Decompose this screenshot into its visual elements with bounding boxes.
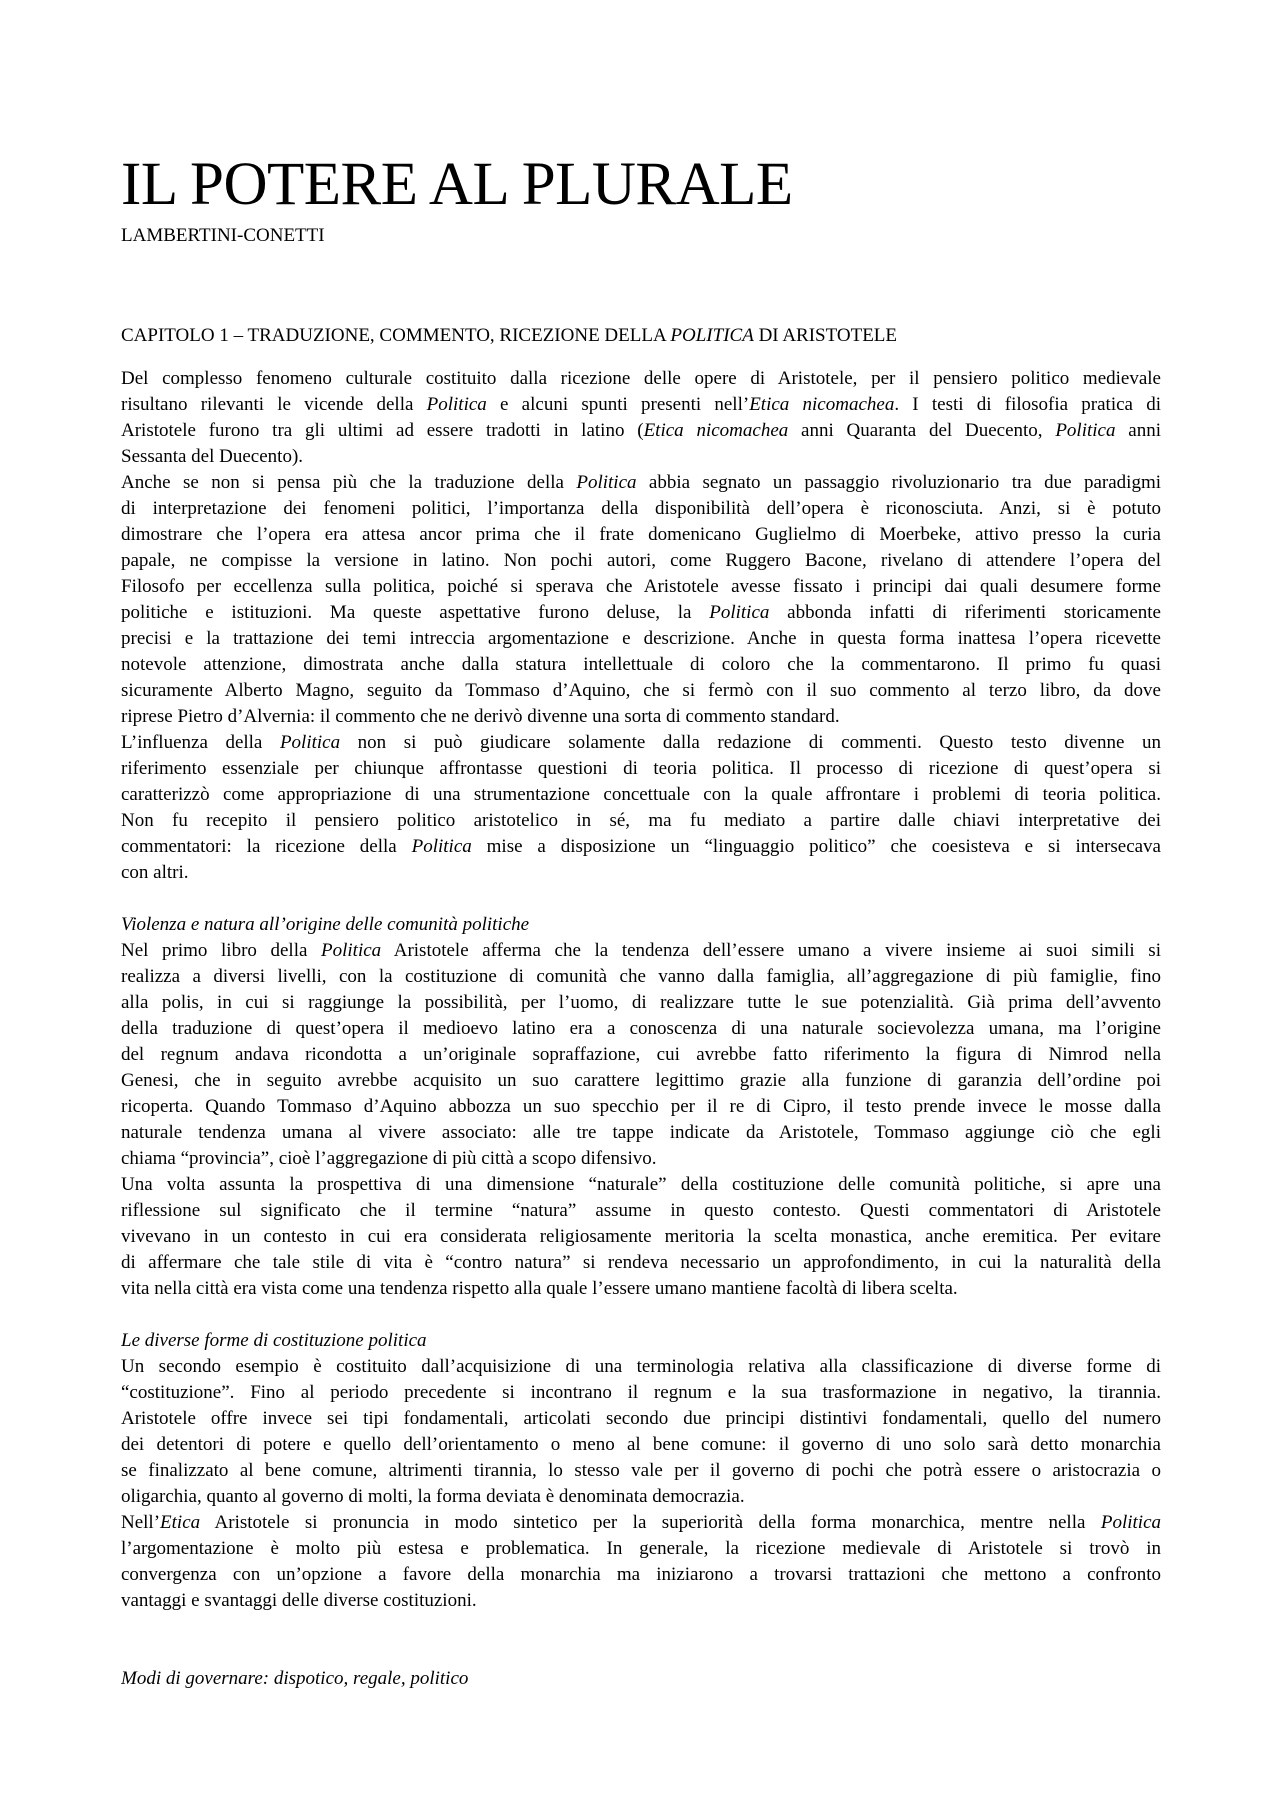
text-line — [121, 600, 1161, 626]
text-run: Anche se non si pensa più che la traduzione della — [121, 472, 577, 493]
text-line: Del complesso fenomeno culturale costituito dalla ricezione delle opere di Aristotele, per il pensiero politico medievale — [121, 368, 1161, 389]
text-line: Aristotele offre invece sei tipi fondamentali, articolati secondo due principi distintivi fondamentali, quello del numero — [121, 1408, 1161, 1429]
text-line: riferimento essenziale per chiunque affrontasse questioni di teoria politica. Il processo di ricezione di quest’opera si — [121, 758, 1161, 779]
text-line: naturale tendenza umana al vivere associato: alle tre tappe indicate da Aristotele, Tommaso aggiunge ciò che egli — [121, 1122, 1161, 1143]
section-heading — [121, 912, 1161, 938]
text-run: e alcuni spunti presenti nell’ — [486, 394, 750, 415]
text-line: precisi e la trattazione dei temi intreccia argomentazione e descrizione. Anche in questa forma inattesa l’opera ricevette — [121, 628, 1161, 649]
text-run: anni Quaranta del Duecento, — [788, 420, 1056, 441]
text-run-italic: Politica — [279, 732, 341, 753]
text-line: se finalizzato al bene comune, altrimenti tirannia, lo stesso vale per il governo di pochi che potrà essere o aristocrazia o — [121, 1460, 1161, 1481]
paragraph-spacer — [121, 1614, 1161, 1666]
text-run-italic: Politica — [411, 836, 472, 857]
text-run: commentatori: la ricezione della — [121, 836, 412, 857]
paragraph-spacer — [121, 886, 1161, 912]
text-line: “costituzione”. Fino al periodo precedente si incontrano il regnum e la sua trasformazione in negativo, la tirannia. — [121, 1382, 1161, 1403]
section-heading — [121, 1328, 1161, 1354]
text-run: politiche e istituzioni. Ma queste aspettative furono deluse, la — [121, 602, 710, 623]
text-line: con altri. — [121, 862, 189, 883]
text-run: risultano rilevanti le vicende della — [121, 394, 427, 415]
text-line: vantaggi e svantaggi delle diverse costituzioni. — [121, 1590, 477, 1611]
text-line: Genesi, che in seguito avrebbe acquisito un suo carattere legittimo grazie alla funzione di garanzia dell’ordine poi — [121, 1070, 1161, 1091]
text-run: abbia segnato un passaggio rivoluzionario tra due paradigmi — [636, 472, 1161, 493]
text-run-italic: Etica nicomachea — [643, 420, 789, 441]
section-heading-text: Modi di governare: dispotico, regale, politico — [121, 1668, 469, 1689]
text-line: riflessione sul significato che il termine “natura” assume in questo contesto. Questi commentatori di Aristotele — [121, 1200, 1161, 1221]
text-line: oligarchia, quanto al governo di molti, la forma deviata è denominata democrazia. — [121, 1486, 745, 1507]
document-page — [121, 150, 1161, 1692]
text-line — [121, 470, 1161, 496]
paragraph — [121, 470, 1161, 730]
section-heading-text: Violenza e natura all’origine delle comunità politiche — [121, 914, 530, 935]
text-line: della traduzione di quest’opera il medioevo latino era a conoscenza di una naturale socievolezza umana, ma l’origine — [121, 1018, 1161, 1039]
paragraph-spacer — [121, 1302, 1161, 1328]
text-line — [121, 1510, 1161, 1536]
text-line: di interpretazione dei fenomeni politici, l’importanza della disponibilità dell’opera è riconosciuta. Anzi, si è potuto — [121, 498, 1161, 519]
text-line: Una volta assunta la prospettiva di una dimensione “naturale” della costituzione delle comunità politiche, si apre una — [121, 1174, 1161, 1195]
text-line: sicuramente Alberto Magno, seguito da Tommaso d’Aquino, che si fermò con il suo commento al terzo libro, da dove — [121, 680, 1161, 701]
text-line: caratterizzò come appropriazione di una strumentazione concettuale con la quale affrontare i problemi di teoria politica. — [121, 784, 1161, 805]
text-line — [121, 418, 1161, 444]
paragraph — [121, 1510, 1161, 1614]
paragraph — [121, 730, 1161, 886]
text-run: mise a disposizione un “linguaggio politico” che coesisteva e si intersecava — [471, 836, 1161, 857]
text-run-italic: Politica — [426, 394, 487, 415]
text-run: Nel primo libro della — [121, 940, 322, 961]
text-line: alla polis, in cui si raggiunge la possibilità, per l’uomo, di realizzare tutte le sue potenzialità. Già prima dell’avvento — [121, 992, 1161, 1013]
text-line: dei detentori di potere e quello dell’orientamento o meno al bene comune: il governo di uno solo sarà detto monarchia — [121, 1434, 1161, 1455]
chapter-heading-emphasis: POLITICA — [670, 325, 754, 346]
text-run-italic: Politica — [1100, 1512, 1161, 1533]
text-line: realizza a diversi livelli, con la costituzione di comunità che vanno dalla famiglia, all’aggregazione di più famiglie, fino — [121, 966, 1161, 987]
paragraph — [121, 1172, 1161, 1302]
text-line: vivevano in un contesto in cui era considerata religiosamente meritoria la scelta monastica, anche eremitica. Per evitare — [121, 1226, 1161, 1247]
text-run: Aristotele si pronuncia in modo sintetico per la superiorità della forma monarchica, mentre nella — [200, 1512, 1101, 1533]
section-heading — [121, 1666, 1161, 1692]
text-line: Sessanta del Duecento). — [121, 446, 304, 467]
text-line: di affermare che tale stile di vita è “contro natura” si rendeva necessario un approfondimento, in cui la naturalità della — [121, 1252, 1161, 1273]
text-line: Non fu recepito il pensiero politico aristotelico in sé, ma fu mediato a partire dalle chiavi interpretative dei — [121, 810, 1161, 831]
text-line: notevole attenzione, dimostrata anche dalla statura intellettuale di coloro che la commentarono. Il primo fu quasi — [121, 654, 1161, 675]
text-line: convergenza con un’opzione a favore della monarchia ma iniziarono a trovarsi trattazioni che mettono a confronto — [121, 1564, 1161, 1585]
chapter-heading — [121, 323, 1161, 349]
paragraph — [121, 366, 1161, 470]
text-line: chiama “provincia”, cioè l’aggregazione di più città a scopo difensivo. — [121, 1148, 657, 1169]
section-heading-text: Le diverse forme di costituzione politica — [121, 1330, 427, 1351]
text-run: L’influenza della — [121, 732, 280, 753]
document-body — [121, 366, 1161, 1692]
text-run-italic: Politica — [709, 602, 770, 623]
text-line: del regnum andava ricondotta a un’originale sopraffazione, cui avrebbe fatto riferimento la figura di Nimrod nella — [121, 1044, 1161, 1065]
text-line: Un secondo esempio è costituito dall’acquisizione di una terminologia relativa alla classificazione di diverse forme di — [121, 1356, 1161, 1377]
document-title: IL POTERE AL PLURALE — [121, 151, 793, 218]
text-run-italic: Politica — [1055, 420, 1116, 441]
text-line: l’argomentazione è molto più estesa e problematica. In generale, la ricezione medievale di Aristotele si trovò in — [121, 1538, 1161, 1559]
text-run: anni — [1115, 420, 1161, 441]
text-line: riprese Pietro d’Alvernia: il commento che ne derivò divenne una sorta di commento standard. — [121, 706, 840, 727]
text-line: ricoperta. Quando Tommaso d’Aquino abbozza un suo specchio per il re di Cipro, il testo prende invece le mosse dalla — [121, 1096, 1161, 1117]
paragraph — [121, 1354, 1161, 1510]
text-run-italic: Etica nicomachea — [749, 394, 895, 415]
text-run-italic: Politica — [321, 940, 382, 961]
text-line — [121, 938, 1161, 964]
text-line — [121, 730, 1161, 756]
text-run: Aristotele afferma che la tendenza dell’essere umano a vivere insieme ai suoi simili si — [381, 940, 1161, 961]
text-run: abbonda infatti di riferimenti storicamente — [769, 602, 1161, 623]
text-line — [121, 392, 1161, 418]
text-run: Aristotele furono tra gli ultimi ad essere tradotti in latino ( — [121, 420, 644, 441]
text-run-italic: Politica — [576, 472, 637, 493]
text-line — [121, 834, 1161, 860]
text-line: vita nella città era vista come una tendenza rispetto alla quale l’essere umano mantiene facoltà di libera scelta. — [121, 1278, 958, 1299]
document-authors: LAMBERTINI-CONETTI — [121, 225, 325, 246]
text-run: Nell’ — [121, 1512, 161, 1533]
chapter-heading-prefix: CAPITOLO 1 – TRADUZIONE, COMMENTO, RICEZIONE DELLA — [121, 325, 671, 346]
chapter-heading-suffix: DI ARISTOTELE — [753, 325, 898, 346]
text-line: dimostrare che l’opera era attesa ancor prima che il frate domenicano Guglielmo di Moerbeke, attivo presso la curia — [121, 524, 1161, 545]
text-run: non si può giudicare solamente dalla redazione di commenti. Questo testo divenne un — [340, 732, 1161, 753]
text-run-italic: Etica — [160, 1512, 201, 1533]
text-run: . I testi di filosofia pratica di — [894, 394, 1161, 415]
paragraph — [121, 938, 1161, 1172]
text-line: Filosofo per eccellenza sulla politica, poiché si sperava che Aristotele avesse fissato i principi dai quali desumere forme — [121, 576, 1161, 597]
text-line: papale, ne compisse la versione in latino. Non pochi autori, come Ruggero Bacone, rivelano di attendere l’opera del — [121, 550, 1161, 571]
